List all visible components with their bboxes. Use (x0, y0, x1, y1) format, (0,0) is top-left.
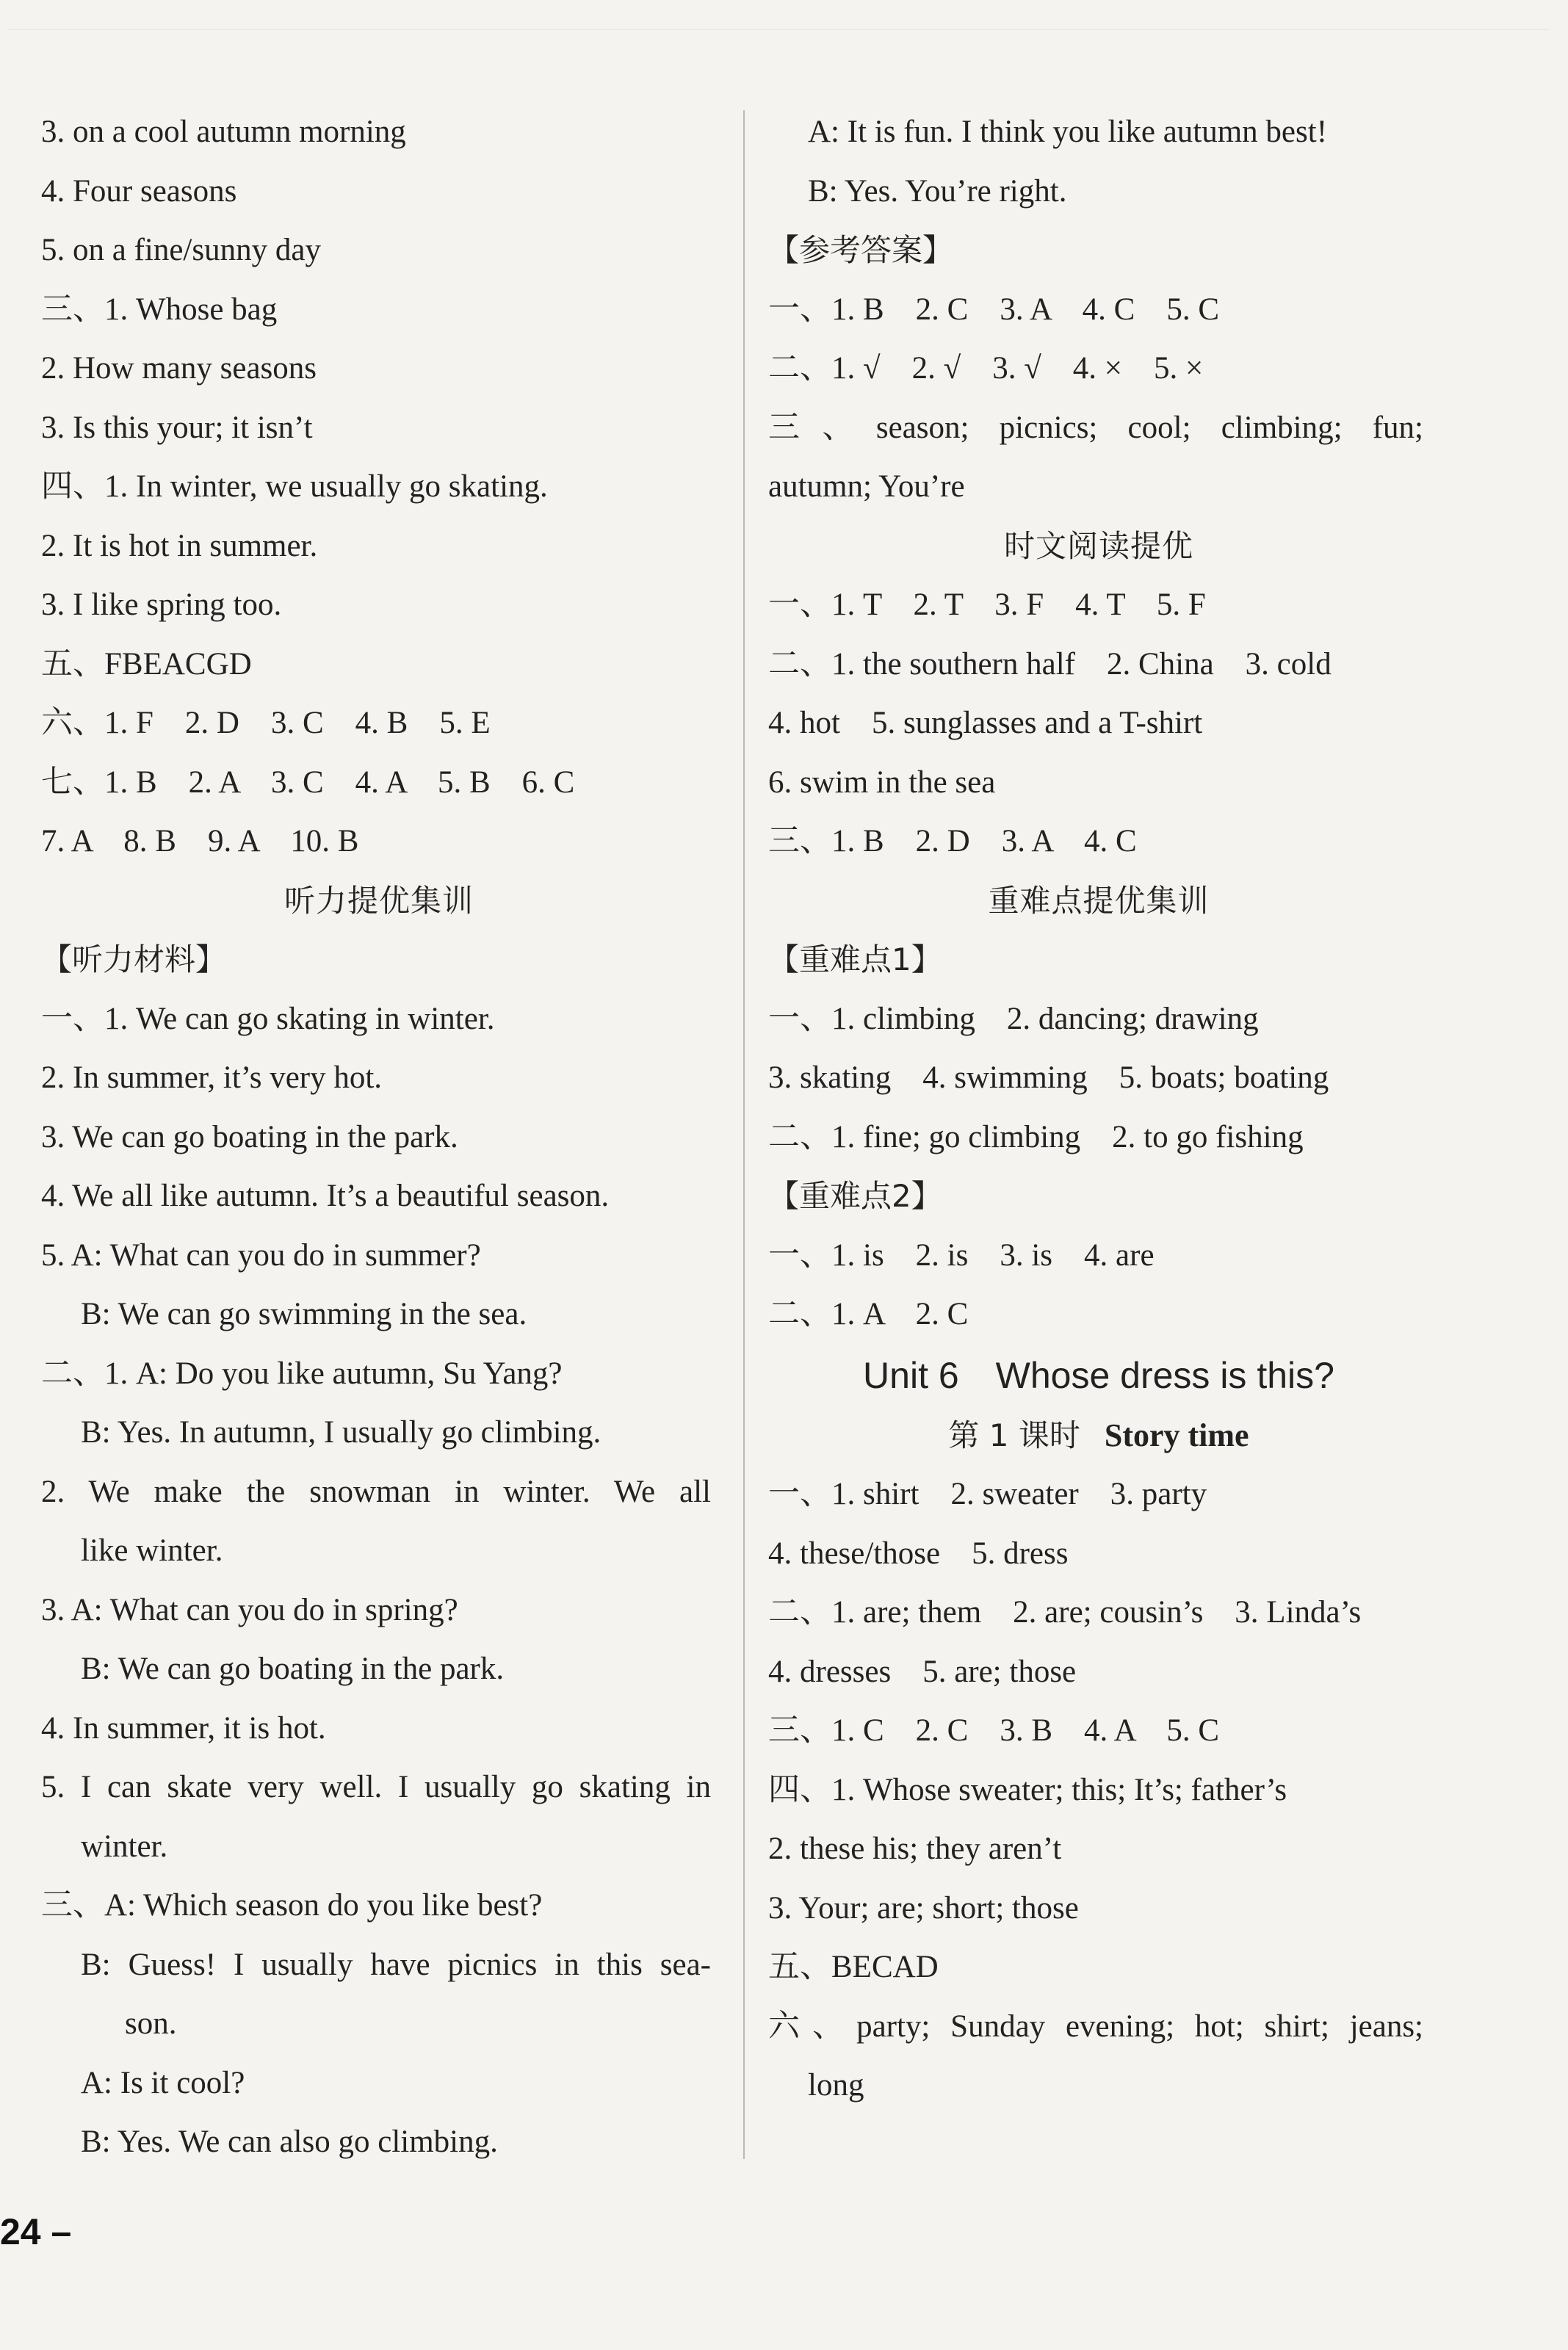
page-top-rule (7, 29, 1550, 30)
answer-line: 3. We can go boating in the park. (41, 1119, 458, 1154)
answer-line: A: It is fun. I think you like autumn best! (808, 115, 1328, 149)
answer-line: 四、1. Whose sweater; this; It’s; father’s (768, 1772, 1287, 1807)
section-heading-reading: 时文阅读提优 (1003, 527, 1193, 564)
answer-line: 4. dresses 5. are; those (768, 1654, 1077, 1689)
answer-line: 一、1. We can go skating in winter. (41, 1001, 495, 1036)
section-heading-listening: 听力提优集训 (283, 882, 474, 919)
answer-line: 5. A: What can you do in summer? (41, 1237, 481, 1273)
answer-line: autumn; You’re (768, 469, 965, 504)
lesson-number: 第 1 课时 (948, 1417, 1080, 1453)
answer-line: 3. Your; are; short; those (768, 1890, 1079, 1926)
answer-line: 二、1. fine; go climbing 2. to go fishing (768, 1119, 1304, 1154)
answer-line: 4. Four seasons (41, 173, 237, 209)
answer-line: 3. A: What can you do in spring? (41, 1592, 458, 1627)
subsection-heading: 【重难点2】 (768, 1178, 942, 1214)
answer-line: 4. We all like autumn. It’s a beautiful season. (41, 1179, 610, 1213)
left-column (41, 103, 717, 2172)
column-divider (743, 110, 745, 2159)
answer-line: 2. How many seasons (41, 351, 317, 386)
answer-line: long (808, 2068, 864, 2103)
answer-line: 一、1. T 2. T 3. F 4. T 5. F (768, 588, 1206, 622)
lesson-title (768, 1406, 1429, 1466)
answer-line: 3. on a cool autumn morning (41, 115, 406, 149)
answer-line: B: Guess! I usually have picnics in this sea- (81, 1947, 711, 1982)
answer-line: 4. these/those 5. dress (768, 1536, 1069, 1571)
answer-line: 3. Is this your; it isn’t (41, 410, 313, 445)
answer-line: B: Yes. In autumn, I usually go climbing. (81, 1415, 601, 1450)
answer-line: 4. hot 5. sunglasses and a T-shirt (768, 706, 1203, 740)
answer-line: 七、1. B 2. A 3. C 4. A 5. B 6. C (41, 764, 575, 800)
right-column (768, 103, 1429, 2116)
answer-line: B: We can go boating in the park. (81, 1652, 505, 1686)
answer-line: 六、1. F 2. D 3. C 4. B 5. E (41, 706, 491, 740)
answer-line: A: Is it cool? (81, 2065, 245, 2100)
subsection-heading: 【听力材料】 (41, 941, 227, 977)
answer-line: 六、party; Sunday evening; hot; shirt; jeans; (768, 2009, 1423, 2044)
answer-line: 2. In summer, it’s very hot. (41, 1060, 383, 1095)
page-number: 24 – (0, 2211, 72, 2252)
answer-line: 2. We make the snowman in winter. We all (41, 1474, 711, 1509)
answer-line: 一、1. is 2. is 3. is 4. are (768, 1237, 1155, 1273)
answer-line: 二、1. A 2. C (768, 1297, 969, 1331)
subsection-heading: 【重难点1】 (768, 941, 942, 977)
answer-line: B: Yes. We can also go climbing. (81, 2125, 498, 2159)
answer-line: 三、season; picnics; cool; climbing; fun; (768, 410, 1423, 445)
answer-line: son. (125, 2006, 177, 2041)
answer-line: 7. A 8. B 9. A 10. B (41, 824, 359, 858)
answer-line: 五、FBEACGD (41, 646, 252, 682)
answer-line: 6. swim in the sea (768, 764, 996, 800)
answer-line: B: We can go swimming in the sea. (81, 1297, 527, 1331)
answer-line: 三、1. B 2. D 3. A 4. C (768, 824, 1137, 858)
answer-line: 3. skating 4. swimming 5. boats; boating (768, 1060, 1329, 1095)
section-heading-key-points: 重难点提优集训 (988, 882, 1210, 919)
answer-line: 5. on a fine/sunny day (41, 233, 321, 267)
lesson-name: Story time (1104, 1417, 1249, 1453)
answer-line: 三、1. Whose bag (41, 292, 278, 327)
answer-line: 3. I like spring too. (41, 588, 282, 622)
answer-line: 五、BECAD (768, 1950, 939, 1984)
subsection-heading: 【参考答案】 (768, 232, 954, 268)
answer-line: 二、1. A: Do you like autumn, Su Yang? (41, 1356, 563, 1391)
answer-line: 二、1. are; them 2. are; cousin’s 3. Linda’s (768, 1595, 1362, 1630)
answer-line: like winter. (81, 1533, 223, 1568)
unit-title: Unit 6 Whose dress is this? (863, 1354, 1334, 1396)
answer-line: 5. I can skate very well. I usually go skating in (41, 1770, 711, 1804)
answer-line: 三、1. C 2. C 3. B 4. A 5. C (768, 1713, 1220, 1748)
answer-line: 二、1. the southern half 2. China 3. cold (768, 646, 1332, 682)
answer-line: 四、1. In winter, we usually go skating. (41, 469, 548, 504)
answer-line: 二、1. √ 2. √ 3. √ 4. × 5. × (768, 351, 1204, 386)
answer-line: 三、A: Which season do you like best? (41, 1888, 543, 1923)
answer-line: 一、1. shirt 2. sweater 3. party (768, 1477, 1207, 1511)
answer-line: B: Yes. You’re right. (808, 173, 1067, 209)
answer-line: 一、1. B 2. C 3. A 4. C 5. C (768, 292, 1220, 327)
answer-line: 4. In summer, it is hot. (41, 1710, 326, 1746)
answer-line: 2. It is hot in summer. (41, 528, 318, 563)
answer-line: 2. these his; they aren’t (768, 1832, 1062, 1866)
answer-line: winter. (81, 1829, 168, 1864)
answer-line: 一、1. climbing 2. dancing; drawing (768, 1001, 1259, 1036)
